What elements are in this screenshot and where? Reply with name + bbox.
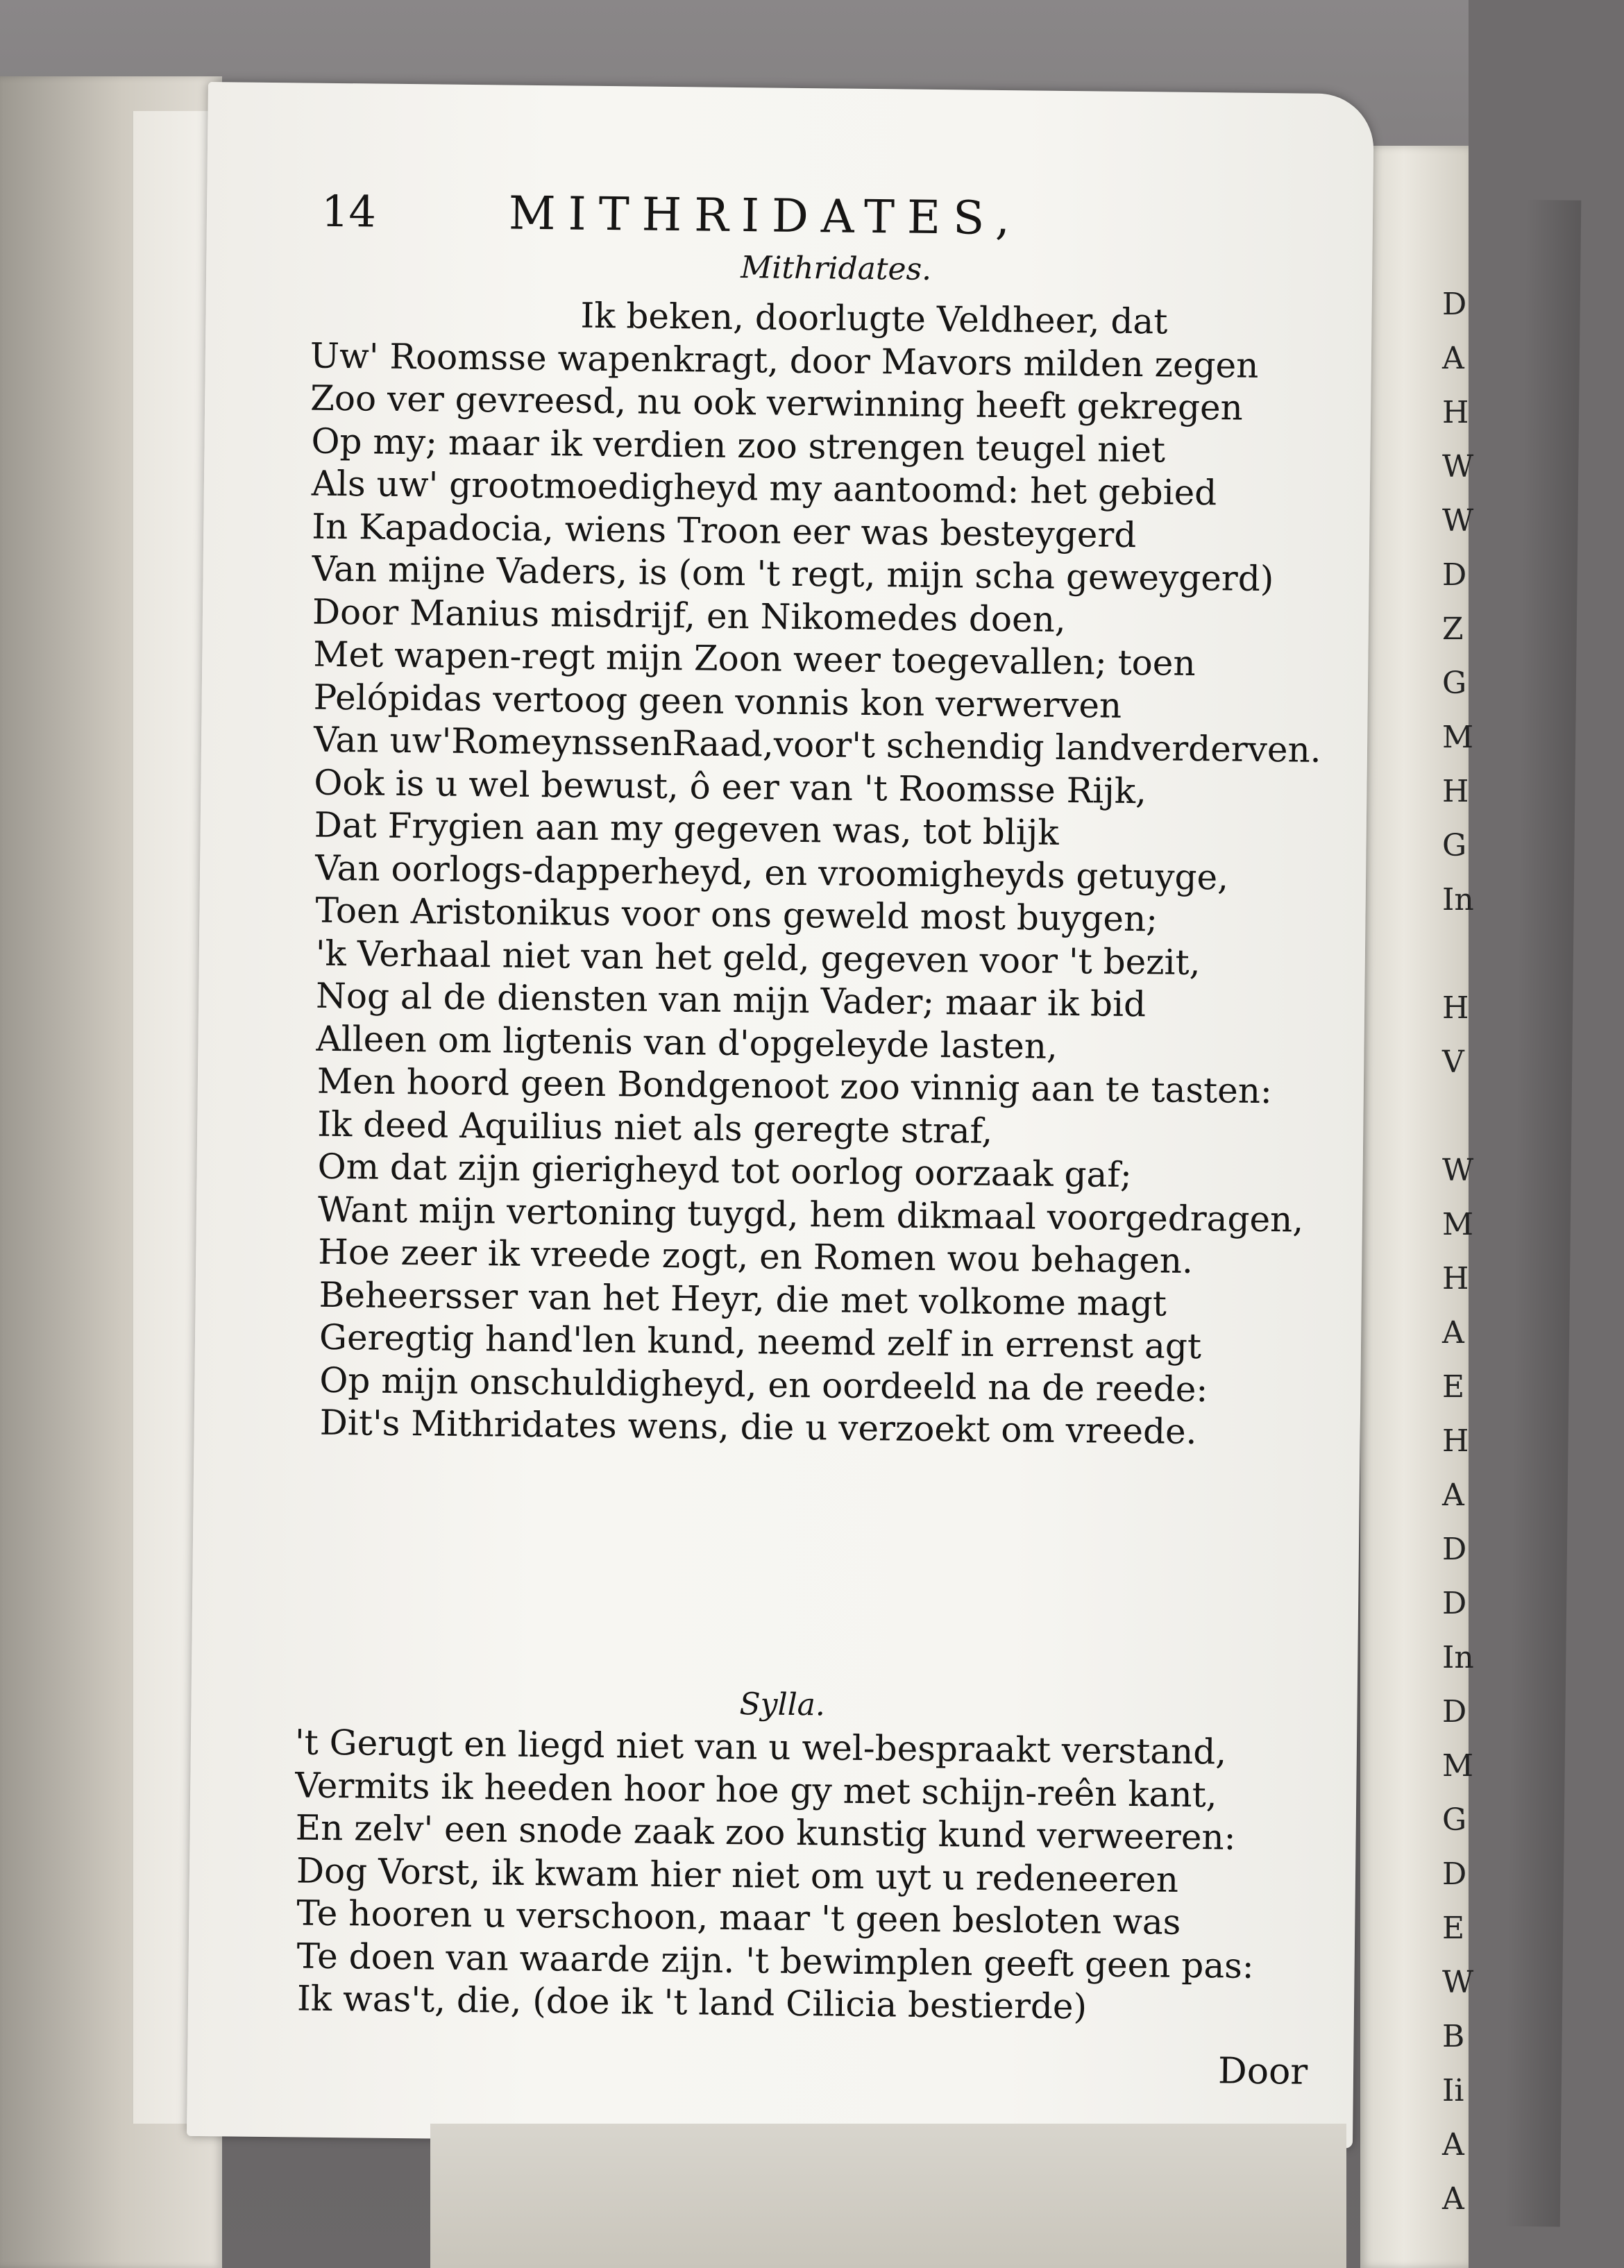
facing-page-letter: H bbox=[1442, 395, 1469, 430]
facing-page-letter: W bbox=[1442, 1153, 1474, 1188]
facing-page-letter: A bbox=[1442, 2127, 1464, 2163]
verse-line: Ook is u wel bewust, ô eer van 't Roomsse Rijk, bbox=[314, 762, 1147, 811]
verse-line: Uw' Roomsse wapenkragt, door Mavors milden zegen bbox=[310, 335, 1259, 386]
verse-line: Van mijne Vaders, is (om 't regt, mijn scha geweygerd) bbox=[312, 548, 1274, 600]
verse-line: Dat Frygien aan my gegeven was, tot blijk bbox=[314, 804, 1059, 853]
verse-line: 't Gerugt en liegd niet van u wel-bespraakt verstand, bbox=[294, 1722, 1227, 1772]
facing-page-letter bbox=[1442, 1090, 1470, 1144]
verse-line: Van oorlogs-dapperheyd, en vroomigheyds getuyge, bbox=[314, 847, 1229, 897]
verse-line: Ik deed Aquilius niet als geregte straf, bbox=[316, 1103, 993, 1151]
facing-page-letter: H bbox=[1442, 774, 1469, 809]
facing-page-letter: D bbox=[1442, 557, 1467, 593]
verse-line: Zoo ver gevreesd, nu ook verwinning heeft gekregen bbox=[310, 378, 1244, 428]
facing-page-letter: M bbox=[1442, 1207, 1474, 1242]
facing-page-letter: H bbox=[1442, 1423, 1469, 1459]
page-content bbox=[187, 82, 1374, 2148]
speaker-name: Mithridates. bbox=[740, 250, 932, 287]
verse-line: Op my; maar ik verdien zoo strengen teugel niet bbox=[311, 421, 1166, 470]
facing-page-letter: W bbox=[1442, 503, 1474, 539]
facing-page-letter: W bbox=[1442, 1965, 1474, 2000]
facing-page-letter: D bbox=[1442, 287, 1467, 322]
facing-page-letter: A bbox=[1442, 1478, 1464, 1513]
verse-line: Om dat zijn gierigheyd tot oorlog oorzaak gaf; bbox=[317, 1146, 1133, 1196]
verse-line: En zelv' een snode zaak zoo kunstig kund verweeren: bbox=[295, 1807, 1236, 1858]
facing-page-letter: Ii bbox=[1442, 2073, 1464, 2108]
verse-line: Pelópidas vertoog geen vonnis kon verwerven bbox=[313, 677, 1122, 726]
verse-line: Dit's Mithridates wens, die u verzoekt om vreede. bbox=[319, 1402, 1197, 1453]
verse-line: Dog Vorst, ik kwam hier niet om uyt u redeneeren bbox=[296, 1850, 1179, 1900]
facing-page-letters bbox=[1442, 278, 1474, 2226]
facing-page-letter: H bbox=[1442, 1261, 1469, 1296]
facing-page-letter bbox=[1442, 927, 1470, 981]
facing-page-letter: G bbox=[1442, 1802, 1467, 1838]
verse-line: In Kapadocia, wiens Troon eer was besteygerd bbox=[312, 506, 1137, 555]
facing-page-letter: A bbox=[1442, 2181, 1464, 2217]
facing-page-letter: V bbox=[1442, 1044, 1464, 1080]
verse-line: Geregtig hand'len kund, neemd zelf in errenst agt bbox=[319, 1317, 1202, 1367]
facing-page-letter: In bbox=[1442, 1640, 1474, 1675]
facing-page-letter: M bbox=[1442, 720, 1474, 755]
facing-page-letter: G bbox=[1442, 828, 1467, 863]
facing-page-letter: Z bbox=[1442, 611, 1464, 647]
verse-line: Vermits ik heeden hoor hoe gy met schijn-reên kant, bbox=[295, 1764, 1217, 1815]
verse-line: Ik was't, die, (doe ik 't land Cilicia bestierde) bbox=[296, 1978, 1088, 2027]
verse-line: Van uw'RomeynssenRaad,voor't schendig landverderven. bbox=[313, 719, 1321, 770]
verse-line: Want mijn vertoning tuygd, hem dikmaal voorgedragen, bbox=[317, 1189, 1304, 1240]
book-page bbox=[187, 82, 1374, 2148]
verse-line: Door Manius misdrijf, en Nikomedes doen, bbox=[312, 591, 1067, 640]
facing-page-letter: D bbox=[1442, 1694, 1467, 1729]
verse-line: Als uw' grootmoedigheyd my aantoomd: het gebied bbox=[311, 463, 1217, 514]
facing-page-letter: A bbox=[1442, 341, 1464, 376]
running-title: MITHRIDATES, bbox=[508, 186, 1023, 246]
facing-page-letter: W bbox=[1442, 449, 1474, 484]
verse-line: Nog al de diensten van mijn Vader; maar ik bid bbox=[315, 975, 1147, 1025]
verse-line: Op mijn onschuldigheyd, en oordeeld na de reede: bbox=[319, 1360, 1208, 1410]
verse-line: 'k Verhaal niet van het geld, gegeven voor 't bezit, bbox=[315, 933, 1201, 983]
verse-line: Te doen van waarde zijn. 't bewimplen geeft geen pas: bbox=[296, 1935, 1254, 1986]
page-bottom-edge bbox=[430, 2124, 1346, 2268]
gutter-shadow bbox=[1505, 200, 1582, 2227]
facing-page-letter: D bbox=[1442, 1532, 1467, 1567]
facing-page-letter: A bbox=[1442, 1315, 1464, 1351]
facing-page-letter: G bbox=[1442, 666, 1467, 701]
facing-page-letter: B bbox=[1442, 2019, 1465, 2054]
facing-page-letter: E bbox=[1442, 1911, 1465, 1946]
speaker-name: Sylla. bbox=[739, 1686, 826, 1723]
facing-page-letter: E bbox=[1442, 1369, 1465, 1405]
facing-page-letter: In bbox=[1442, 882, 1474, 917]
verse-line: Ik beken, doorlugte Veldheer, dat bbox=[580, 295, 1168, 342]
verse-line: Beheersser van het Heyr, die met volkome magt bbox=[319, 1274, 1167, 1324]
facing-page-letter: D bbox=[1442, 1856, 1467, 1892]
page-number: 14 bbox=[321, 185, 377, 237]
verse-line: Hoe zeer ik vreede zogt, en Romen wou behagen. bbox=[318, 1231, 1194, 1281]
catchword: Door bbox=[1217, 2050, 1308, 2093]
verse-line: Men hoord geen Bondgenoot zoo vinnig aan te tasten: bbox=[316, 1060, 1273, 1112]
facing-page-letter: H bbox=[1442, 990, 1469, 1026]
running-head bbox=[321, 180, 1294, 253]
verse-line: Alleen om ligtenis van d'opgeleyde lasten, bbox=[316, 1018, 1058, 1067]
facing-page-letter: M bbox=[1442, 1748, 1474, 1784]
verse-line: Te hooren u verschoon, maar 't geen besloten was bbox=[296, 1893, 1181, 1943]
verse-line: Toen Aristonikus voor ons geweld most buygen; bbox=[315, 890, 1158, 940]
verse-line: Met wapen-regt mijn Zoon weer toegevallen; toen bbox=[313, 634, 1196, 684]
facing-page-letter: D bbox=[1442, 1586, 1467, 1621]
